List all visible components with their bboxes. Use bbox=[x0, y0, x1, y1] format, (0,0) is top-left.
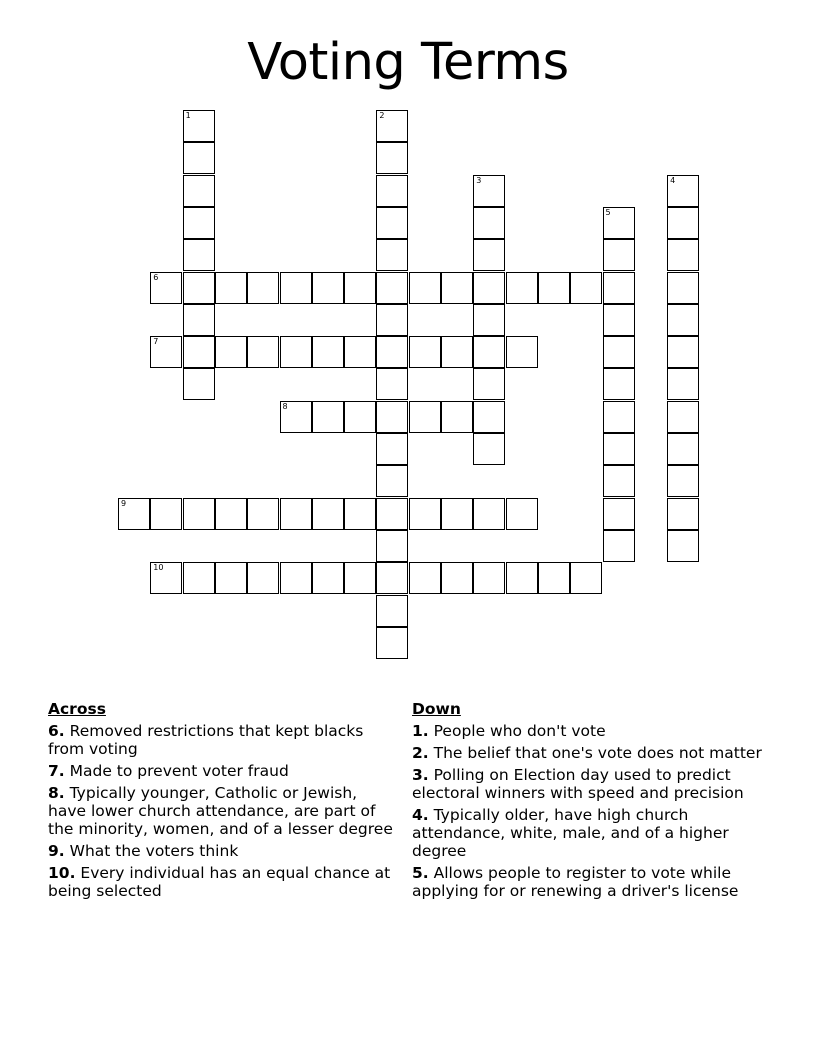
crossword-cell[interactable] bbox=[441, 336, 473, 368]
crossword-cell[interactable] bbox=[570, 272, 602, 304]
clue-number: 1. bbox=[412, 722, 429, 740]
clue-down-4 bbox=[412, 806, 772, 860]
crossword-cell[interactable] bbox=[376, 401, 408, 433]
crossword-cell[interactable] bbox=[376, 368, 408, 400]
crossword-cell[interactable] bbox=[603, 272, 635, 304]
crossword-cell[interactable] bbox=[183, 110, 215, 142]
crossword-cell[interactable] bbox=[603, 498, 635, 530]
down-heading: Down bbox=[412, 700, 461, 718]
crossword-cell[interactable] bbox=[280, 401, 312, 433]
crossword-cell[interactable] bbox=[150, 562, 182, 594]
clue-down-5 bbox=[412, 864, 772, 900]
clue-text: People who don't vote bbox=[433, 722, 606, 740]
down-clues bbox=[412, 700, 772, 904]
crossword-cell[interactable] bbox=[376, 595, 408, 627]
crossword-cell[interactable] bbox=[603, 336, 635, 368]
across-heading: Across bbox=[48, 700, 106, 718]
crossword-cell[interactable] bbox=[603, 304, 635, 336]
cell-number: 5 bbox=[605, 207, 611, 217]
clue-text: Typically younger, Catholic or Jewish, have lower church attendance, are part of the minority, women, and of a lesser degree bbox=[48, 784, 393, 838]
crossword-cell[interactable] bbox=[409, 272, 441, 304]
clue-number: 6. bbox=[48, 722, 65, 740]
across-clues bbox=[48, 700, 400, 904]
crossword-cell[interactable] bbox=[312, 272, 344, 304]
cell-number: 7 bbox=[153, 337, 159, 347]
crossword-cell[interactable] bbox=[409, 562, 441, 594]
crossword-cell[interactable] bbox=[603, 368, 635, 400]
crossword-cell[interactable] bbox=[183, 336, 215, 368]
crossword-cell[interactable] bbox=[409, 401, 441, 433]
crossword-cell[interactable] bbox=[150, 498, 182, 530]
crossword-cell[interactable] bbox=[473, 304, 505, 336]
clue-text: Removed restrictions that kept blacks from voting bbox=[48, 722, 364, 758]
crossword-cell[interactable] bbox=[183, 239, 215, 271]
clue-number: 10. bbox=[48, 864, 76, 882]
crossword-cell[interactable] bbox=[183, 562, 215, 594]
crossword-cell[interactable] bbox=[667, 272, 699, 304]
cell-number: 2 bbox=[379, 111, 385, 120]
crossword-cell[interactable] bbox=[376, 272, 408, 304]
clue-across-9 bbox=[48, 842, 400, 860]
crossword-cell[interactable] bbox=[473, 433, 505, 465]
crossword-cell[interactable] bbox=[215, 272, 247, 304]
crossword-cell[interactable] bbox=[280, 498, 312, 530]
crossword-cell[interactable] bbox=[376, 175, 408, 207]
cell-number: 1 bbox=[185, 111, 191, 120]
crossword-cell[interactable] bbox=[376, 433, 408, 465]
crossword-cell[interactable] bbox=[215, 562, 247, 594]
crossword-cell[interactable] bbox=[409, 336, 441, 368]
crossword-cell[interactable] bbox=[473, 562, 505, 594]
crossword-cell[interactable] bbox=[409, 498, 441, 530]
crossword-cell[interactable] bbox=[376, 110, 408, 142]
crossword-cell[interactable] bbox=[603, 530, 635, 562]
crossword-cell[interactable] bbox=[506, 336, 538, 368]
crossword-cell[interactable] bbox=[376, 207, 408, 239]
crossword-cell[interactable] bbox=[667, 465, 699, 497]
crossword-cell[interactable] bbox=[667, 498, 699, 530]
crossword-cell[interactable] bbox=[506, 498, 538, 530]
crossword-cell[interactable] bbox=[312, 336, 344, 368]
crossword-cell[interactable] bbox=[247, 498, 279, 530]
crossword-cell[interactable] bbox=[215, 336, 247, 368]
crossword-cell[interactable] bbox=[603, 401, 635, 433]
crossword-cell[interactable] bbox=[183, 368, 215, 400]
crossword-cell[interactable] bbox=[538, 562, 570, 594]
crossword-cell[interactable] bbox=[506, 272, 538, 304]
crossword-cell[interactable] bbox=[247, 272, 279, 304]
cell-number: 10 bbox=[153, 563, 164, 573]
crossword-cell[interactable] bbox=[183, 304, 215, 336]
crossword-cell[interactable] bbox=[280, 562, 312, 594]
crossword-cell[interactable] bbox=[441, 401, 473, 433]
crossword-cell[interactable] bbox=[603, 207, 635, 239]
crossword-cell[interactable] bbox=[344, 562, 376, 594]
clue-number: 2. bbox=[412, 744, 429, 762]
crossword-cell[interactable] bbox=[344, 401, 376, 433]
clue-number: 5. bbox=[412, 864, 429, 882]
cell-number: 8 bbox=[282, 401, 288, 411]
clue-across-7 bbox=[48, 762, 400, 780]
crossword-cell[interactable] bbox=[667, 401, 699, 433]
crossword-cell[interactable] bbox=[667, 207, 699, 239]
clue-text: The belief that one's vote does not matter bbox=[433, 744, 762, 762]
crossword-cell[interactable] bbox=[473, 368, 505, 400]
cell-number: 4 bbox=[670, 175, 676, 185]
clue-across-6 bbox=[48, 722, 400, 758]
crossword-cell[interactable] bbox=[667, 530, 699, 562]
crossword-cell[interactable] bbox=[247, 562, 279, 594]
crossword-cell[interactable] bbox=[376, 498, 408, 530]
crossword-cell[interactable] bbox=[150, 336, 182, 368]
crossword-cell[interactable] bbox=[183, 498, 215, 530]
crossword-cell[interactable] bbox=[376, 142, 408, 174]
crossword-cell[interactable] bbox=[376, 627, 408, 659]
crossword-cell[interactable] bbox=[376, 530, 408, 562]
crossword-cell[interactable] bbox=[344, 336, 376, 368]
clue-down-1 bbox=[412, 722, 772, 740]
crossword-cell[interactable] bbox=[473, 175, 505, 207]
crossword-cell[interactable] bbox=[312, 498, 344, 530]
crossword-cell[interactable] bbox=[312, 562, 344, 594]
clue-text: Polling on Election day used to predict electoral winners with speed and precision bbox=[412, 766, 744, 802]
clue-text: Every individual has an equal chance at being selected bbox=[48, 864, 391, 900]
clue-number: 4. bbox=[412, 806, 429, 824]
crossword-cell[interactable] bbox=[603, 465, 635, 497]
clue-number: 8. bbox=[48, 784, 65, 802]
crossword-cell[interactable] bbox=[506, 562, 538, 594]
crossword-cell[interactable] bbox=[376, 562, 408, 594]
crossword-cell[interactable] bbox=[280, 272, 312, 304]
cell-number: 9 bbox=[121, 498, 127, 508]
crossword-cell[interactable] bbox=[280, 336, 312, 368]
crossword-cell[interactable] bbox=[118, 498, 150, 530]
crossword-cell[interactable] bbox=[150, 272, 182, 304]
crossword-cell[interactable] bbox=[570, 562, 602, 594]
crossword-cell[interactable] bbox=[441, 562, 473, 594]
crossword-cell[interactable] bbox=[473, 239, 505, 271]
crossword-cell[interactable] bbox=[183, 142, 215, 174]
page-title: Voting Terms bbox=[247, 33, 569, 92]
clue-across-10 bbox=[48, 864, 400, 900]
clue-text: Made to prevent voter fraud bbox=[69, 762, 289, 780]
crossword-cell[interactable] bbox=[312, 401, 344, 433]
crossword-cell[interactable] bbox=[603, 433, 635, 465]
crossword-cell[interactable] bbox=[183, 175, 215, 207]
crossword-cell[interactable] bbox=[344, 272, 376, 304]
crossword-cell[interactable] bbox=[441, 498, 473, 530]
cell-number: 6 bbox=[153, 272, 159, 282]
crossword-cell[interactable] bbox=[376, 304, 408, 336]
crossword-cell[interactable] bbox=[473, 336, 505, 368]
clue-down-2 bbox=[412, 744, 772, 762]
clue-number: 3. bbox=[412, 766, 429, 784]
clue-text: What the voters think bbox=[69, 842, 239, 860]
crossword-cell[interactable] bbox=[473, 401, 505, 433]
crossword-cell[interactable] bbox=[667, 175, 699, 207]
clue-down-3 bbox=[412, 766, 772, 802]
crossword-cell[interactable] bbox=[376, 336, 408, 368]
crossword-cell[interactable] bbox=[667, 433, 699, 465]
crossword-cell[interactable] bbox=[667, 239, 699, 271]
crossword-cell[interactable] bbox=[667, 336, 699, 368]
crossword-cell[interactable] bbox=[603, 239, 635, 271]
crossword-cell[interactable] bbox=[667, 368, 699, 400]
clue-number: 9. bbox=[48, 842, 65, 860]
crossword-cell[interactable] bbox=[441, 272, 473, 304]
clue-across-8 bbox=[48, 784, 400, 838]
crossword-cell[interactable] bbox=[376, 465, 408, 497]
crossword-cell[interactable] bbox=[183, 207, 215, 239]
crossword-cell[interactable] bbox=[215, 498, 247, 530]
clue-number: 7. bbox=[48, 762, 65, 780]
crossword-cell[interactable] bbox=[183, 272, 215, 304]
cell-number: 3 bbox=[476, 175, 482, 185]
crossword-cell[interactable] bbox=[473, 272, 505, 304]
crossword-cell[interactable] bbox=[538, 272, 570, 304]
crossword-cell[interactable] bbox=[376, 239, 408, 271]
crossword-cell[interactable] bbox=[247, 336, 279, 368]
crossword-cell[interactable] bbox=[473, 498, 505, 530]
crossword-cell[interactable] bbox=[344, 498, 376, 530]
clue-text: Allows people to register to vote while applying for or renewing a driver's license bbox=[412, 864, 739, 900]
crossword-cell[interactable] bbox=[667, 304, 699, 336]
clue-text: Typically older, have high church attendance, white, male, and of a higher degree bbox=[412, 806, 729, 860]
crossword-cell[interactable] bbox=[473, 207, 505, 239]
